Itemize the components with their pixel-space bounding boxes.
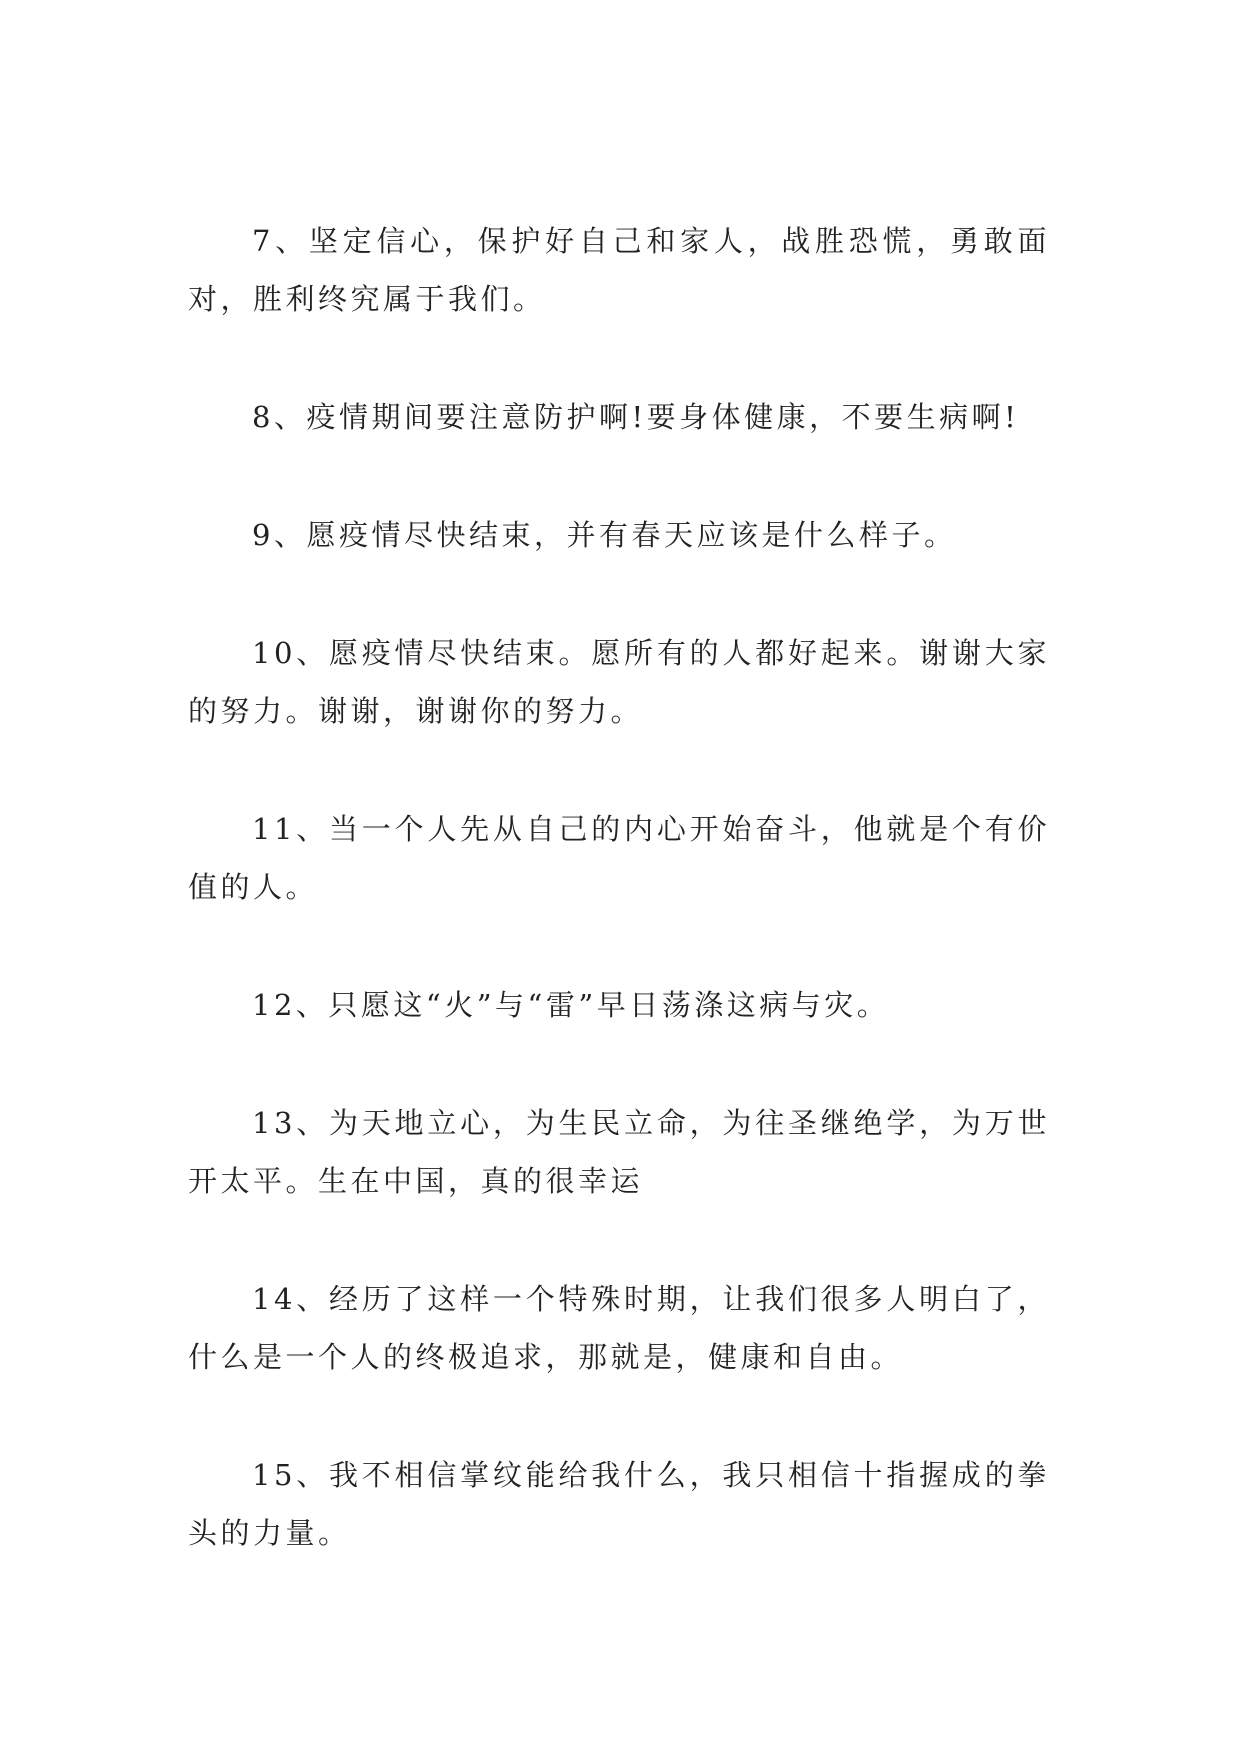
paragraph-7: 7、坚定信心，保护好自己和家人，战胜恐慌，勇敢面对，胜利终究属于我们。 xyxy=(188,224,1050,316)
paragraph-14: 14、经历了这样一个特殊时期，让我们很多人明白了，什么是一个人的终极追求，那就是，健康和自由。 xyxy=(188,1282,1050,1374)
paragraph-10: 10、愿疫情尽快结束。愿所有的人都好起来。谢谢大家的努力。谢谢，谢谢你的努力。 xyxy=(188,636,1050,728)
paragraph-9: 9、愿疫情尽快结束，并有春天应该是什么样子。 xyxy=(252,518,957,552)
document-body xyxy=(188,212,1050,1622)
paragraph-11: 11、当一个人先从自己的内心开始奋斗，他就是个有价值的人。 xyxy=(188,812,1050,904)
paragraph-13: 13、为天地立心，为生民立命，为往圣继绝学，为万世开太平。生在中国，真的很幸运 xyxy=(188,1106,1050,1198)
paragraph-15: 15、我不相信掌纹能给我什么，我只相信十指握成的拳头的力量。 xyxy=(188,1458,1050,1550)
paragraph-8: 8、疫情期间要注意防护啊!要身体健康，不要生病啊! xyxy=(252,400,1020,434)
paragraph-12: 12、只愿这“火”与“雷”早日荡涤这病与灾。 xyxy=(252,988,890,1022)
